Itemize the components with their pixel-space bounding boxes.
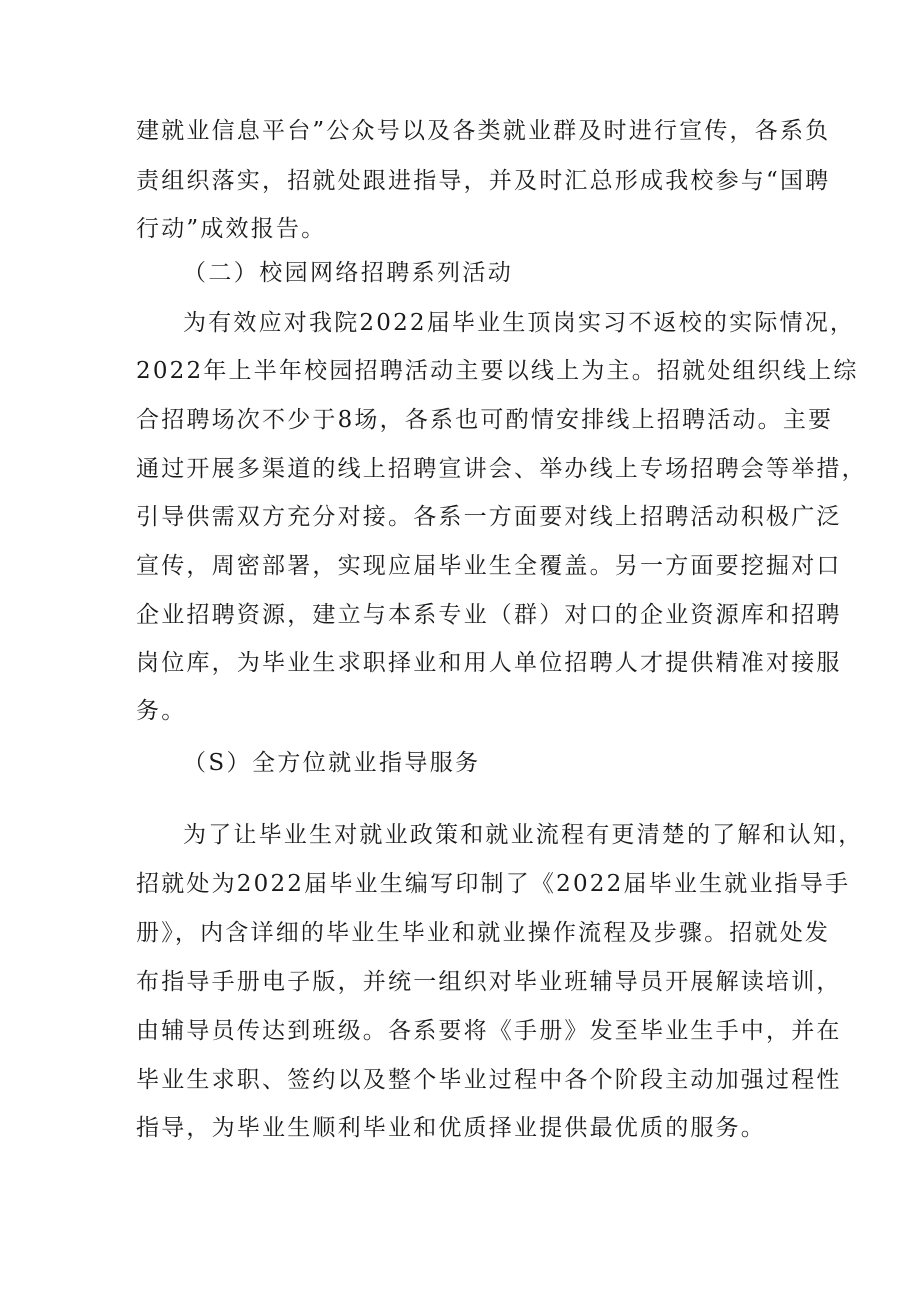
section-heading: （二）校园网络招聘系列活动: [183, 260, 514, 286]
paragraph-line: 册》，内含详细的毕业生毕业和就业操作流程及步骤。招就处发: [136, 920, 831, 946]
paragraph-line: 布指导手册电子版，并统一组织对毕业班辅导员开展解读培训，: [136, 969, 842, 995]
paragraph-line: 引导供需双方充分对接。各系一方面要对线上招聘活动积极广泛: [136, 504, 842, 530]
paragraph-line: 责组织落实，招就处跟进指导，并及时汇总形成我校参与“国聘: [136, 168, 831, 194]
paragraph-line: 指导，为毕业生顺利毕业和优质择业提供最优质的服务。: [136, 1115, 766, 1141]
paragraph-line: 为了让毕业生对就业政策和就业流程有更清楚的了解和认知，: [183, 822, 864, 848]
paragraph-line: 合招聘场次不少于8场，各系也可酌情安排线上招聘活动。主要: [136, 407, 834, 433]
paragraph-line: 2022年上半年校园招聘活动主要以线上为主。招就处组织线上综: [136, 358, 859, 384]
paragraph-line: 宣传，周密部署，实现应届毕业生全覆盖。另一方面要挖掘对口: [136, 553, 842, 579]
paragraph-line: 由辅导员传达到班级。各系要将《手册》发至毕业生手中，并在: [136, 1018, 842, 1044]
paragraph-line: 通过开展多渠道的线上招聘宣讲会、举办线上专场招聘会等举措，: [136, 456, 867, 482]
paragraph-line: 岗位库，为毕业生求职择业和用人单位招聘人才提供精准对接服: [136, 650, 842, 676]
paragraph-line: 建就业信息平台”公众号以及各类就业群及时进行宣传，各系负: [136, 118, 831, 144]
section-heading: （S）全方位就业指导服务: [183, 750, 481, 776]
paragraph-line: 行动”成效报告。: [136, 216, 327, 242]
paragraph-line: 招就处为2022届毕业生编写印制了《2022届毕业生就业指导手: [136, 871, 851, 897]
paragraph-line: 企业招聘资源，建立与本系专业（群）对口的企业资源库和招聘: [136, 602, 842, 628]
paragraph-line: 毕业生求职、签约以及整个毕业过程中各个阶段主动加强过程性: [136, 1067, 842, 1093]
paragraph-line: 为有效应对我院2022届毕业生顶岗实习不返校的实际情况，: [183, 310, 856, 336]
paragraph-line: 务。: [136, 698, 187, 724]
